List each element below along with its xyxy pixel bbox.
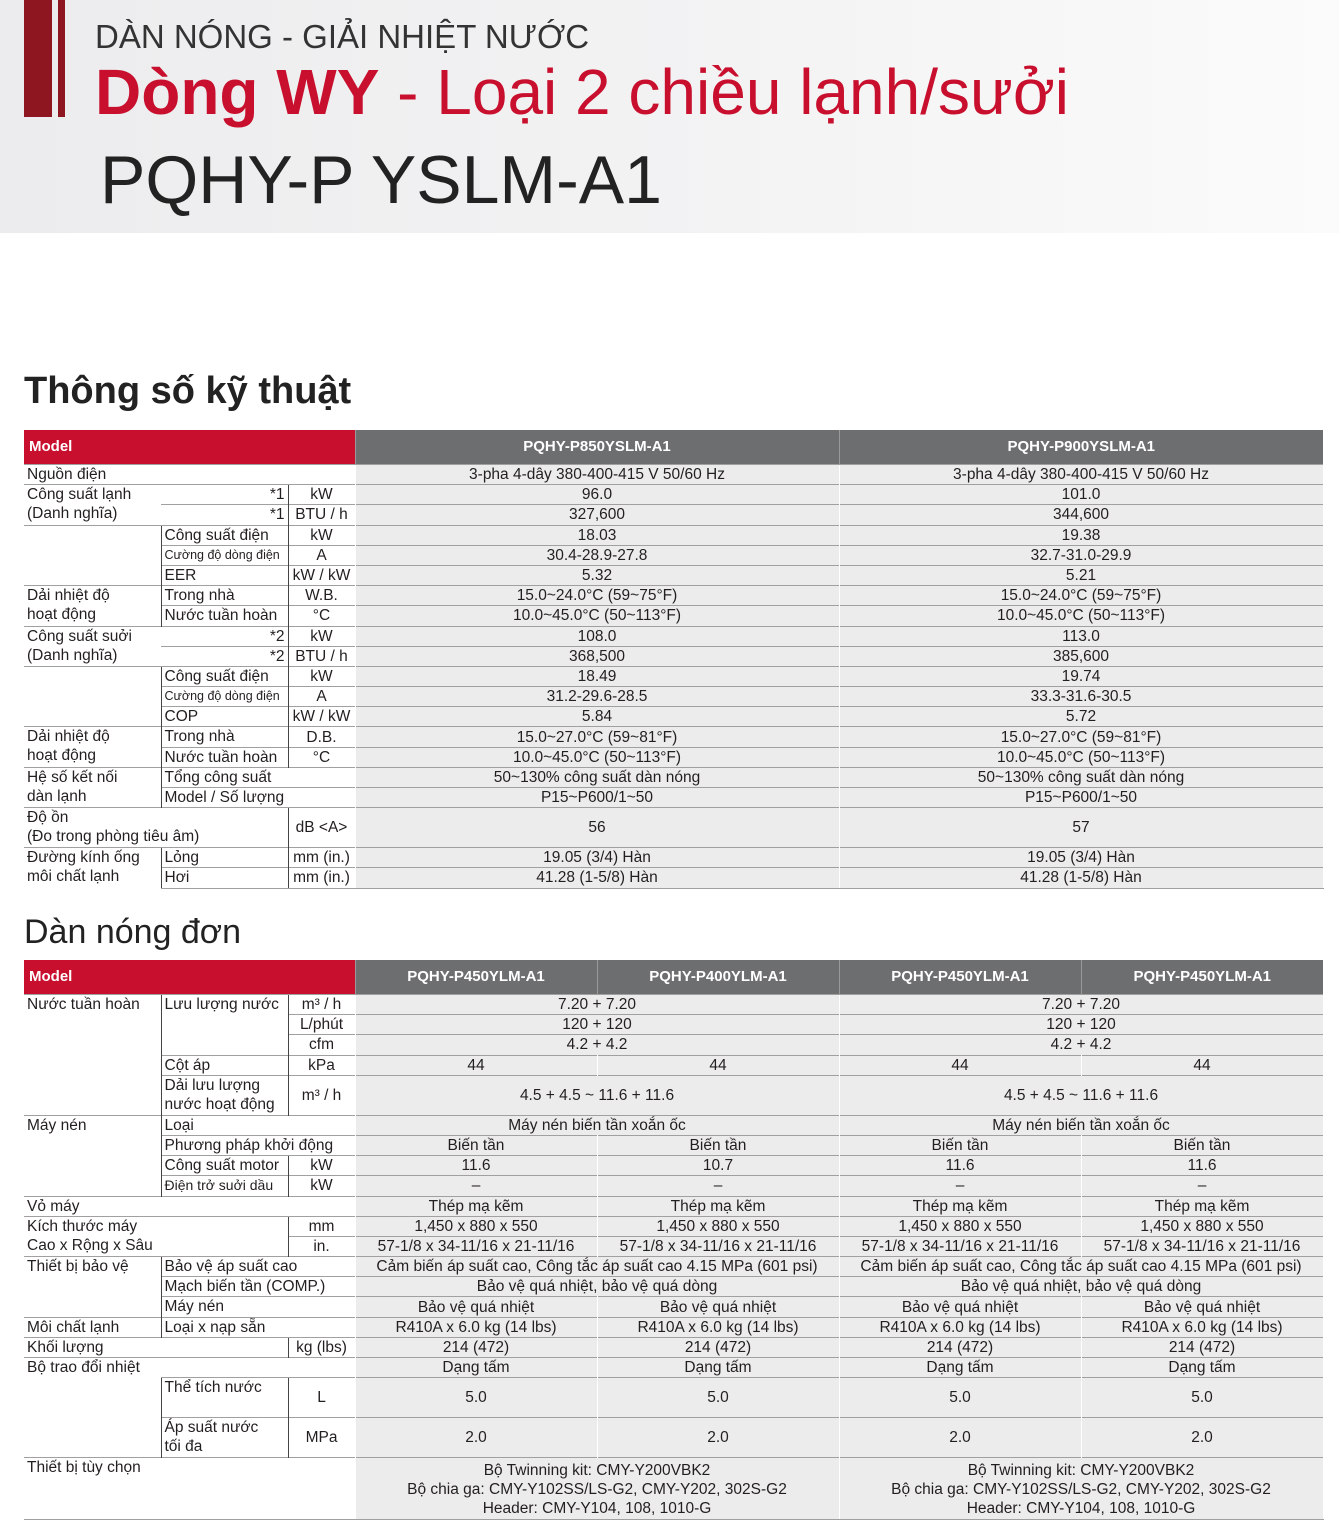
model-name: PQHY-P400YLM-A1 — [597, 960, 839, 995]
table-row: Nước tuần hoàn Lưu lượng nước m³ / h 7.20 + 7.20 7.20 + 7.20 — [24, 995, 1323, 1015]
table-row: Công suất lạnh (Danh nghĩa) *1 kW 96.0 101.0 — [24, 485, 1323, 505]
table-row: Dải nhiệt độ hoạt động Trong nhà D.B. 15.0~27.0°C (59~81°F) 15.0~27.0°C (59~81°F) — [24, 727, 1323, 747]
header-kicker: DÀN NÓNG - GIẢI NHIỆT NƯỚC — [95, 18, 590, 55]
single-unit-title: Dàn nóng đơn — [24, 913, 242, 951]
table-row: Máy nén Loại Máy nén biến tần xoắn ốc Máy nén biến tần xoắn ốc — [24, 1115, 1323, 1135]
brand-bar — [24, 0, 52, 117]
table-row: Phương pháp khởi động Biến tần Biến tần Biến tần Biến tần — [24, 1135, 1323, 1155]
model-name: PQHY-P450YLM-A1 — [1081, 960, 1323, 995]
model-title: PQHY-P YSLM-A1 — [100, 142, 662, 218]
table-row: Hơi mm (in.) 41.28 (1-5/8) Hàn 41.28 (1-5/8) Hàn — [24, 868, 1323, 888]
table-row: Thể tích nước L 5.0 5.0 5.0 5.0 — [24, 1378, 1323, 1418]
series-subtitle: - Loại 2 chiều lạnh/sưởi — [379, 56, 1069, 128]
model-name: PQHY-P450YLM-A1 — [355, 960, 597, 995]
table-header-row — [24, 960, 1323, 995]
table-row: Điện trở suởi dầu kW – – – – — [24, 1176, 1323, 1196]
model-name: PQHY-P900YSLM-A1 — [839, 430, 1323, 465]
model-label: Model — [24, 960, 355, 995]
spec-table — [24, 430, 1324, 889]
table-row: Công suất điện kW 18.03 19.38 — [24, 525, 1323, 545]
model-name: PQHY-P450YLM-A1 — [839, 960, 1081, 995]
model-name: PQHY-P850YSLM-A1 — [355, 430, 839, 465]
table-row: Nguồn điện 3-pha 4-dây 380-400-415 V 50/60 Hz 3-pha 4-dây 380-400-415 V 50/60 Hz — [24, 465, 1323, 485]
table-row: Vỏ máy Thép mạ kẽm Thép mạ kẽm Thép mạ kẽm Thép mạ kẽm — [24, 1196, 1323, 1216]
table-row: *1 BTU / h 327,600 344,600 — [24, 505, 1323, 525]
table-row: Bộ trao đổi nhiệt Dạng tấm Dạng tấm Dạng tấm Dạng tấm — [24, 1358, 1323, 1378]
table-row: Model / Số lượng P15~P600/1~50 P15~P600/1~50 — [24, 788, 1323, 808]
brand-bar-thin — [58, 0, 65, 117]
spec-title: Thông số kỹ thuật — [24, 370, 352, 412]
table-row: L/phút 120 + 120 120 + 120 — [24, 1015, 1323, 1035]
table-row: Hệ số kết nối dàn lạnh Tổng công suất 50~130% công suất dàn nóng 50~130% công suất dàn nóng — [24, 767, 1323, 787]
table-row: *2 BTU / h 368,500 385,600 — [24, 646, 1323, 666]
table-row: in. 57-1/8 x 34-11/16 x 21-11/16 57-1/8 x 34-11/16 x 21-11/16 57-1/8 x 34-11/16 x 21-11/16 57-1/8 x 34-11/16 x 21-11/16 — [24, 1236, 1323, 1256]
table-row: Cường độ dòng điện A 30.4-28.9-27.8 32.7-31.0-29.9 — [24, 545, 1323, 565]
table-row: COP kW / kW 5.84 5.72 — [24, 707, 1323, 727]
table-row: Mạch biến tần (COMP.) Bảo vệ quá nhiệt, bảo vệ quá dòng Bảo vệ quá nhiệt, bảo vệ quá dòng — [24, 1277, 1323, 1297]
table-row: Cường độ dòng điện A 31.2-29.6-28.5 33.3-31.6-30.5 — [24, 687, 1323, 707]
table-row: Kích thước máy Cao x Rộng x Sâu mm 1,450 x 880 x 550 1,450 x 880 x 550 1,450 x 880 x 550 1,450 x 880 x 550 — [24, 1216, 1323, 1236]
model-label: Model — [24, 430, 355, 465]
table-row: Công suất điện kW 18.49 19.74 — [24, 666, 1323, 686]
table-row: Nước tuần hoàn °C 10.0~45.0°C (50~113°F) 10.0~45.0°C (50~113°F) — [24, 747, 1323, 767]
table-row: cfm 4.2 + 4.2 4.2 + 4.2 — [24, 1035, 1323, 1055]
table-row: Môi chất lạnh Loại x nạp sẵn R410A x 6.0 kg (14 lbs) R410A x 6.0 kg (14 lbs) R410A x 6.0 kg (14 lbs) R410A x 6.0 kg (14 lbs) — [24, 1317, 1323, 1337]
table-row: Nước tuần hoàn °C 10.0~45.0°C (50~113°F) 10.0~45.0°C (50~113°F) — [24, 606, 1323, 626]
table-row: Dải nhiệt độ hoạt động Trong nhà W.B. 15.0~24.0°C (59~75°F) 15.0~24.0°C (59~75°F) — [24, 586, 1323, 606]
table-row: Dải lưu lượng nước hoạt động m³ / h 4.5 + 4.5 ~ 11.6 + 11.6 4.5 + 4.5 ~ 11.6 + 11.6 — [24, 1075, 1323, 1115]
table-row: Công suất motor kW 11.6 10.7 11.6 11.6 — [24, 1156, 1323, 1176]
header-banner — [0, 0, 1339, 233]
table-row: Đường kính ống môi chất lạnh Lỏng mm (in.) 19.05 (3/4) Hàn 19.05 (3/4) Hàn — [24, 848, 1323, 868]
table-header-row — [24, 430, 1323, 465]
table-row: Độ ồn (Đo trong phòng tiêu âm) dB <A> 56 57 — [24, 808, 1323, 848]
series-name: Dòng WY — [95, 56, 380, 128]
table-row: Công suất suởi (Danh nghĩa) *2 kW 108.0 113.0 — [24, 626, 1323, 646]
table-row: Khối lượng kg (lbs) 214 (472) 214 (472) 214 (472) 214 (472) — [24, 1337, 1323, 1357]
series-title — [95, 54, 1069, 130]
table-row: Thiết bị tùy chọn Bộ Twinning kit: CMY-Y200VBK2 Bộ chia ga: CMY-Y102SS/LS-G2, CMY-Y202, 302S-G2 Header: CMY-Y104, 108, 1010-G Bộ Twinning kit: CMY-Y200VBK2 Bộ chia ga: CMY-Y102SS/LS-G2, CMY-Y202, 302S-G2 Header: CMY-Y104, 108, 1010-G — [24, 1458, 1323, 1520]
single-unit-table — [24, 960, 1324, 1520]
table-row: Máy nén Bảo vệ quá nhiệt Bảo vệ quá nhiệt Bảo vệ quá nhiệt Bảo vệ quá nhiệt — [24, 1297, 1323, 1317]
table-row: Áp suất nước tối đa MPa 2.0 2.0 2.0 2.0 — [24, 1418, 1323, 1458]
table-row: Cột áp kPa 44 44 44 44 — [24, 1055, 1323, 1075]
table-row: Thiết bị bảo vệ Bảo vệ áp suất cao Cảm biến áp suất cao, Công tắc áp suất cao 4.15 MPa (601 psi) Cảm biến áp suất cao, Công tắc áp suất cao 4.15 MPa (601 psi) — [24, 1257, 1323, 1277]
table-row: EER kW / kW 5.32 5.21 — [24, 565, 1323, 585]
